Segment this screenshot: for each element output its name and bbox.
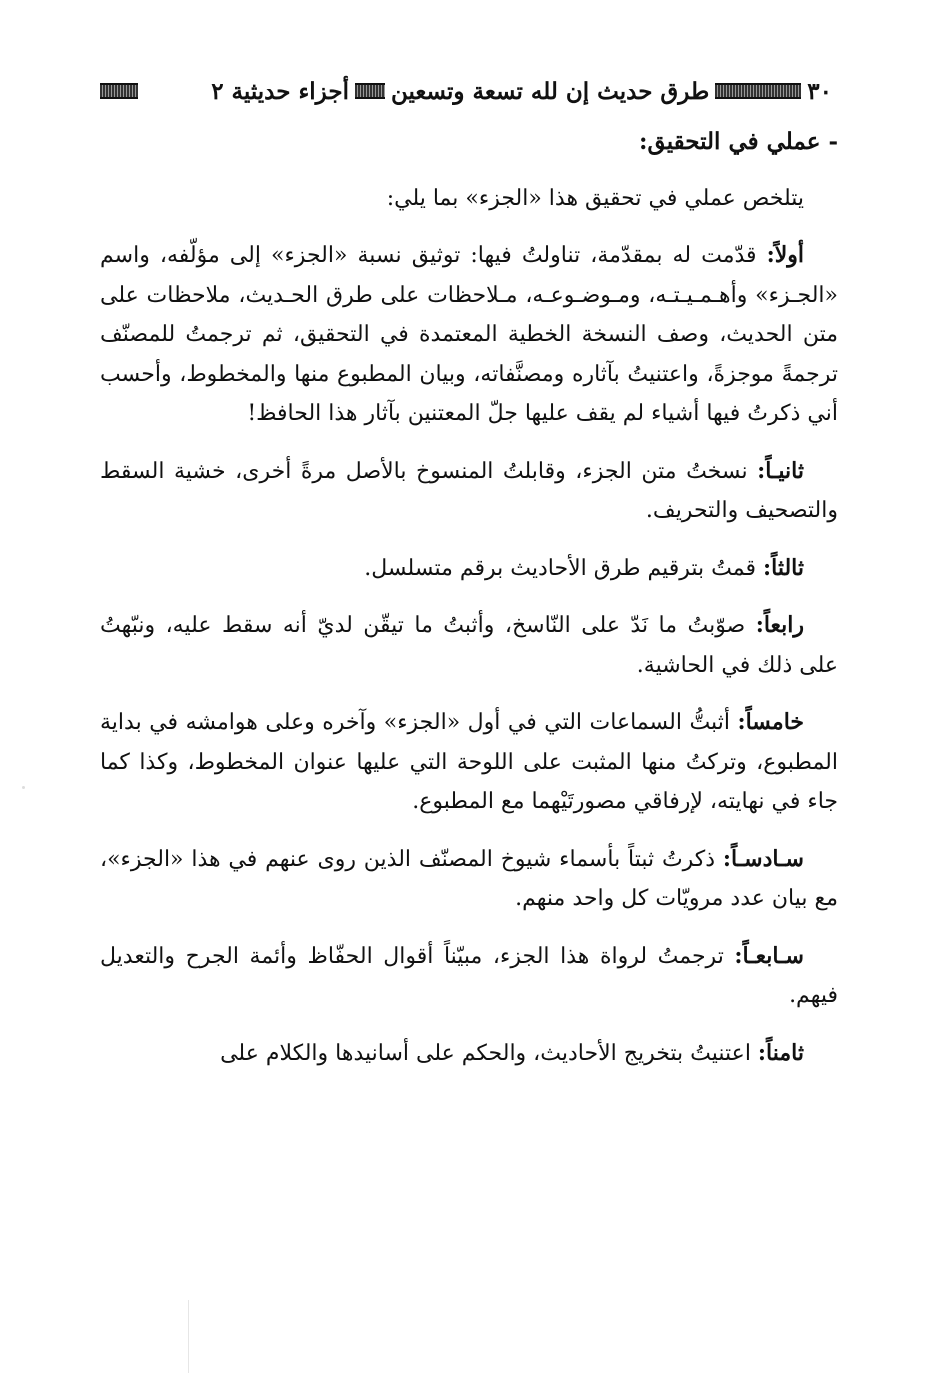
list-item: [100, 549, 838, 589]
list-item: [100, 452, 838, 531]
list-item: [100, 937, 838, 1016]
scan-speck: [22, 786, 25, 789]
page-body: [100, 122, 838, 1073]
list-item: [100, 703, 838, 822]
header-page-number: ٣٠: [807, 77, 832, 105]
item-text: أثبتُّ السماعات التي في أول «الجزء» وآخره وعلى هوامشه في بداية المطبوع، وتركتُ منها المثبت على اللوحة التي عليها عنوان المخطوط، وكذا كما جاء في نهايته، لإرفاقي مصورتَيْهما مع المطبوع.: [100, 710, 838, 814]
header-ornament-bar-left: [100, 83, 138, 99]
header-title-group: [205, 78, 838, 105]
scan-gutter-line: [188, 1300, 189, 1373]
running-header: [100, 72, 838, 110]
item-text: قمتُ بترقيم طرق الأحاديث برقم متسلسل.: [364, 555, 763, 581]
list-item: [100, 236, 838, 434]
item-lead: ثانيـاً:: [757, 457, 804, 484]
item-text: اعتنيتُ بتخريج الأحاديث، والحكم على أسانيدها والكلام على: [220, 1040, 758, 1066]
header-ornament-bar: [355, 83, 385, 99]
item-lead: رابعاً:: [755, 612, 804, 638]
item-text: قدّمت له بمقدّمة، تناولتُ فيها: توثيق نسبة «الجزء» إلى مؤلّفه، واسم «الجـزء» وأهـمـيـتـه، ومـوضـوعـه، مـلاحظات على طرق الحـديث، ملاحظات على متن الحديث، وصف النسخة الخطية المعتمدة في التحقيق، ثم ترجمتُ للمصنّف ترجمةً موجزةً، واعتنيتُ بآثاره ومصنَّفاته، وبيان المطبوع منها والمخطوط، وأحسب أني ذكرتُ فيها أشياء لم يقف عليها جلّ المعتنين بآثار هذا الحافظ!: [100, 243, 838, 426]
list-item: [100, 1034, 838, 1074]
item-lead: سـادسـاً:: [722, 845, 804, 872]
item-text: صوّبتُ ما نَدّ على النّاسخ، وأثبتُ ما تيقّن لديّ أنه سقط عليه، ونبّهتُ على ذلك في الحاشية.: [100, 613, 838, 678]
item-lead: ثالثاً:: [763, 554, 804, 581]
item-text: ترجمتُ لرواة هذا الجزء، مبيّناً أقوال الحفّاظ وأئمة الجرح والتعديل فيهم.: [100, 943, 838, 1008]
item-text: ذكرتُ ثبتاً بأسماء شيوخ المصنّف الذين روى عنهم في هذا «الجزء»، مع بيان عدد مرويّات كل واحد منهم.: [100, 846, 838, 911]
item-text: نسختُ متن الجزء، وقابلتُ المنسوخ بالأصل مرةً أخرى، خشية السقط والتصحيف والتحريف.: [100, 458, 838, 523]
list-item: [100, 840, 838, 919]
header-ornament-bar: [715, 83, 801, 99]
item-lead: ثامناً:: [757, 1039, 804, 1066]
list-item: [100, 606, 838, 685]
intro-paragraph: يتلخص عملي في تحقيق هذا «الجزء» بما يلي:: [386, 185, 804, 211]
section-heading: - عملي في التحقيق:: [639, 128, 838, 155]
header-series-title: أجزاء حديثية ٢: [211, 77, 349, 105]
header-book-title: طرق حديث إن لله تسعة وتسعين: [390, 77, 710, 105]
item-lead: أولاً:: [766, 242, 804, 268]
item-lead: خامساً:: [737, 709, 804, 735]
item-lead: سـابعـاً:: [734, 942, 804, 969]
